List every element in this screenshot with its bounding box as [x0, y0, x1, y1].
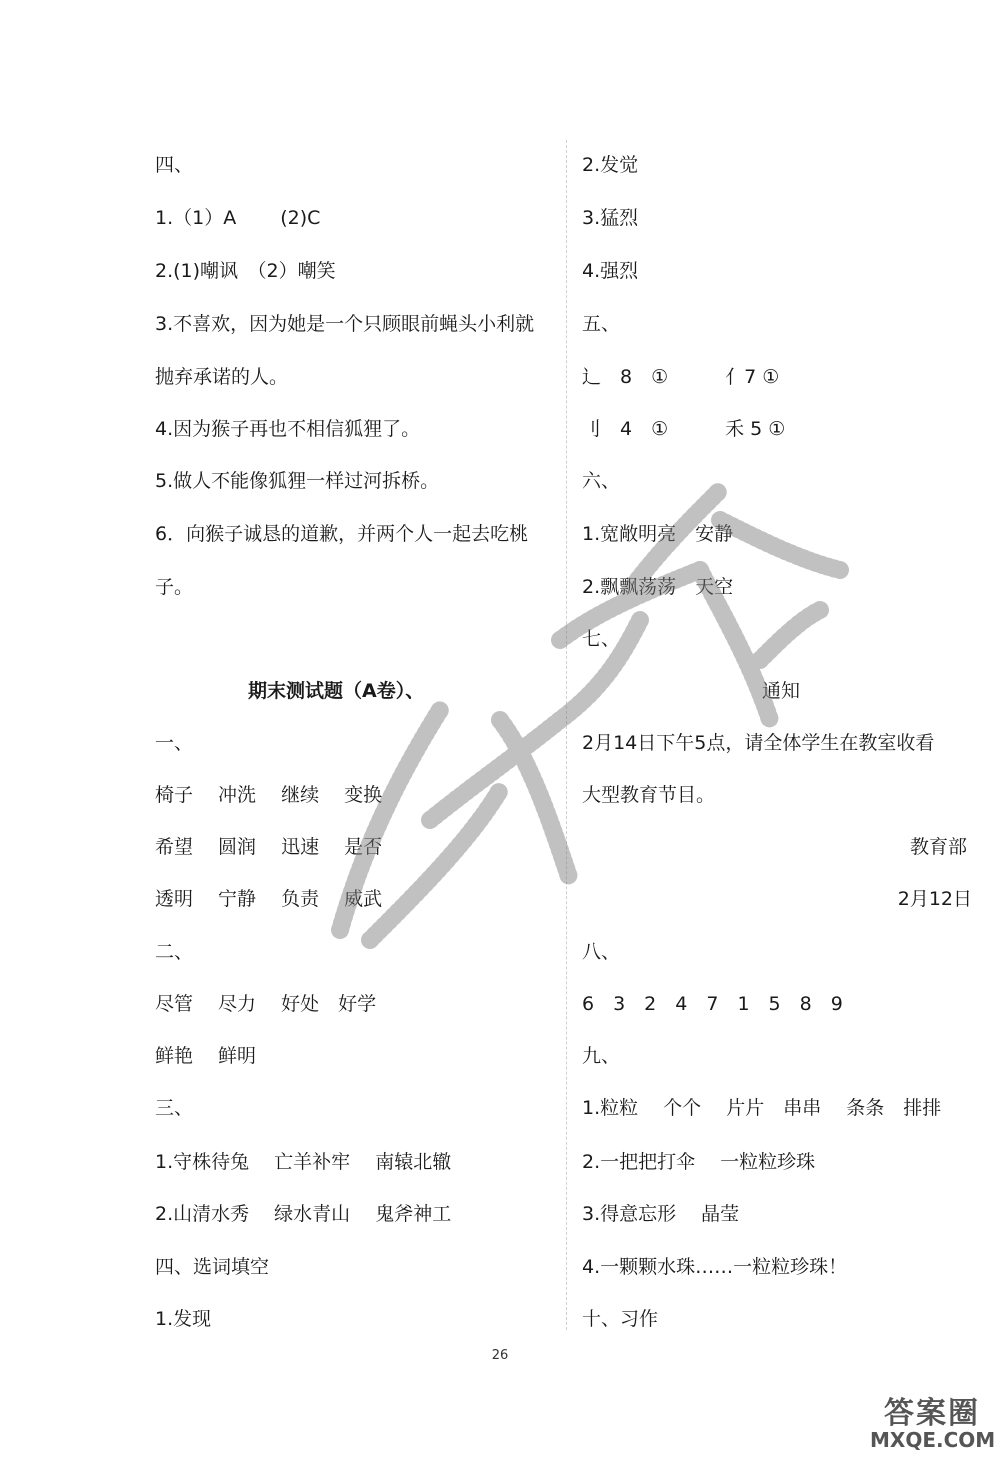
answer-line: 1.发现 [155, 1308, 212, 1330]
section-heading: 二、 [155, 941, 194, 963]
section-heading: 十、习作 [582, 1308, 659, 1330]
notice-title: 通知 [762, 680, 801, 702]
answer-line: 2.一把把打伞 一粒粒珍珠 [582, 1151, 816, 1173]
answer-line: 希望 圆润 迅速 是否 [155, 836, 383, 858]
section-heading: 八、 [582, 941, 621, 963]
answer-line: 4.强烈 [582, 260, 639, 282]
answer-line: 1.守株待兔 亡羊补牢 南辕北辙 [155, 1151, 452, 1173]
answer-line: 1.宽敞明亮 安静 [582, 523, 734, 545]
answer-line: 椅子 冲洗 继续 变换 [155, 784, 383, 806]
section-heading: 四、 [155, 154, 194, 176]
column-divider [566, 140, 567, 1330]
answer-line: 辶 8 ① 亻7 ① [582, 366, 780, 388]
exam-title: 期末测试题（A卷）、 [248, 680, 425, 702]
section-heading: 七、 [582, 628, 621, 650]
answer-line: 尽管 尽力 好处 好学 [155, 993, 377, 1015]
answer-line: 1.（1）A (2)C [155, 207, 321, 229]
answer-line: 2.山清水秀 绿水青山 鬼斧神工 [155, 1203, 452, 1225]
answer-line: 3.得意忘形 晶莹 [582, 1203, 740, 1225]
logo-text: 答案圈 [884, 1396, 980, 1431]
notice-date: 2月12日 [897, 888, 972, 910]
logo-url: MXQE.COM [870, 1428, 996, 1452]
answer-line: 子。 [155, 576, 194, 598]
answer-line: 2.发觉 [582, 154, 639, 176]
notice-signature: 教育部 [909, 836, 967, 858]
answer-line: 6 3 2 4 7 1 5 8 9 [582, 993, 843, 1015]
answer-line: 1.粒粒 个个 片片 串串 条条 排排 [582, 1097, 942, 1119]
section-heading: 六、 [582, 470, 621, 492]
answer-line: 2.(1)嘲讽 （2）嘲笑 [155, 260, 336, 282]
section-heading: 四、选词填空 [155, 1256, 270, 1278]
section-heading: 九、 [582, 1045, 621, 1067]
answer-line: 4.一颗颗水珠……一粒粒珍珠！ [582, 1256, 848, 1278]
section-heading: 一、 [155, 732, 194, 754]
answer-line: 4.因为猴子再也不相信狐狸了。 [155, 418, 421, 440]
page-number: 26 [491, 1348, 509, 1363]
answer-line: 刂 4 ① 禾 5 ① [582, 418, 786, 440]
section-heading: 五、 [582, 313, 621, 335]
answer-line: 6．向猴子诚恳的道歉，并两个人一起去吃桃 [155, 523, 529, 545]
answer-line: 透明 宁静 负责 威武 [155, 888, 383, 910]
answer-line: 鲜艳 鲜明 [155, 1045, 257, 1067]
answer-line: 5.做人不能像狐狸一样过河拆桥。 [155, 470, 440, 492]
section-heading: 三、 [155, 1097, 194, 1119]
answer-line: 2.飘飘荡荡 天空 [582, 576, 734, 598]
notice-body: 2月14日下午5点，请全体学生在教室收看 [582, 732, 935, 754]
answer-line: 3.猛烈 [582, 207, 639, 229]
answer-line: 3.不喜欢，因为她是一个只顾眼前蝇头小利就 [155, 313, 535, 335]
notice-body: 大型教育节目。 [582, 784, 716, 806]
answer-line: 抛弃承诺的人。 [155, 366, 289, 388]
site-logo [870, 1388, 994, 1454]
